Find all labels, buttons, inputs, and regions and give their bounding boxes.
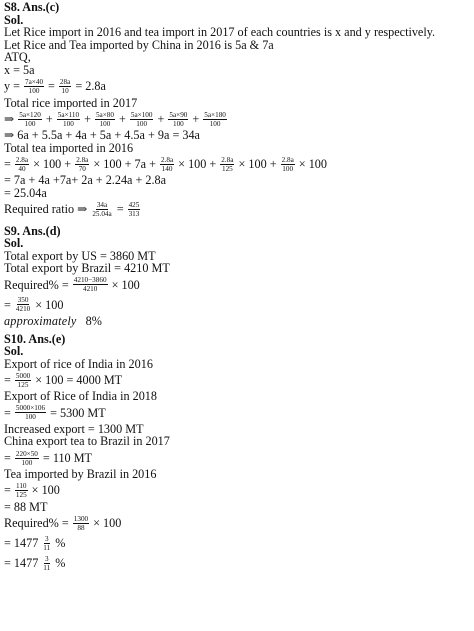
s10-answer-2: = 1477 $\frac{3}{11}$ % [4,554,66,572]
s9-line-1: Total export by US = 3860 MT [4,248,156,263]
s10-line-6: = 88 MT [4,499,48,514]
s9-heading: S9. Ans.(d) [4,223,61,238]
s9-calc-line: = $\frac{350}{4210}$ × 100 [4,296,64,314]
s9-sol-label: Sol. [4,236,24,251]
s10-line-5: Tea imported by Brazil in 2016 [4,467,157,482]
fraction: $\frac{5a\times 100}{100}$ [130,110,153,128]
s8-tea-sum-expression: = $\frac{2.8a}{40}$ × 100 + $\frac{2.8a}{70}$ × 100 + 7a + $\frac{2.8a}{140}$ × 100 + $\frac{2.8a}{125}$ × 100 + $\frac{2.8a}{100}$ × 100 [4,155,327,173]
fraction: $\frac{5a\times 180}{100}$ [204,110,226,128]
s10-required-percent: Required% = $\frac{1300}{88}$ × 100 [4,514,122,532]
fraction: $\frac{5000}{125}$ [15,371,31,389]
s10-calc-4: = $\frac{110}{125}$ × 100 [4,482,60,500]
s8-para-2: Let Rice and Tea imported by China in 2016 is 5a & 7a [4,37,274,52]
s8-required-ratio: Required ratio ⇒ $\frac{34a}{25.04a}$ = $\frac{425}{313}$ [4,201,140,219]
fraction: $\frac{34a}{25.04a}$ [92,201,112,219]
fraction: $\frac{2.8a}{100}$ [281,155,294,173]
s10-sol-label: Sol. [4,344,24,359]
s8-x-equation: x = 5a [4,62,35,77]
y-lhs: y = [4,79,21,94]
s10-line-2: Export of Rice of India in 2018 [4,389,157,404]
s10-heading: S10. Ans.(e) [4,331,66,346]
fraction: $\frac{425}{313}$ [128,201,140,219]
fraction: $\frac{5a\times 90}{100}$ [169,110,188,128]
fraction: $\frac{3}{11}$ [43,554,51,572]
s10-calc-2: = $\frac{5000\times 106}{100}$ = 5300 MT [4,404,106,422]
fraction: $\frac{5a\times 110}{100}$ [57,110,80,128]
fraction: $\frac{1300}{88}$ [73,514,89,532]
s9-line-2: Total export by Brazil = 4210 MT [4,261,170,276]
fraction: $\frac{2.8a}{40}$ [15,155,29,173]
s8-atq: ATQ, [4,50,31,65]
s10-increased-export: Increased export = 1300 MT [4,421,144,436]
approximately-text: approximately [4,313,77,328]
fraction: $\frac{350}{4210}$ [15,296,31,314]
fraction: $\frac{5000\times 106}{100}$ [15,404,46,422]
fraction: $\frac{5a\times 120}{100}$ [19,110,41,128]
fraction: $\frac{28a}{10}$ [59,78,71,96]
s8-y-equation: y = $\frac{7a\times 40}{100}$ = $\frac{28a}{10}$ = 2.8a [4,78,106,96]
fraction: $\frac{7a\times 40}{100}$ [25,78,44,96]
s9-required-percent: Required% = $\frac{4210-3860}{4210}$ × 100 [4,276,140,294]
s9-approx-line [4,315,468,328]
fraction: $\frac{4210-3860}{4210}$ [73,276,107,294]
s8-rice-sum-expression: ⇒ $\frac{5a\times 120}{100}$ + $\frac{5a\times 110}{100}$ + $\frac{5a\times 80}{100}$ + $\frac{5a\times 100}{100}$ + $\frac{5a\times 90}{100}$ + $\frac{5a\times 180}{100}$ [4,110,226,128]
s8-tea-sum-line: = 7a + 4a +7a+ 2a + 2.24a + 2.8a [4,173,167,188]
fraction: $\frac{5a\times 80}{100}$ [95,110,114,128]
fraction: $\frac{3}{11}$ [43,534,51,552]
s10-calc-3: = $\frac{220\times 50}{100}$ = 110 MT [4,449,92,467]
s8-heading: S8. Ans.(c) [4,0,60,14]
s8-para-1: Let Rice import in 2016 and tea import in 2017 of each countries is x and y respectively. [4,25,436,40]
fraction: $\frac{220\times 50}{100}$ [15,449,38,467]
s8-sol-label: Sol. [4,12,24,27]
s8-total-tea-label: Total tea imported in 2016 [4,140,134,155]
fraction: $\frac{2.8a}{125}$ [221,155,234,173]
s8-rice-sum-result: ⇒ 6a + 5.5a + 4a + 5a + 4.5a + 9a = 34a [4,128,200,143]
s10-line-4: China export tea to Brazil in 2017 [4,434,170,449]
s10-line-1: Export of rice of India in 2016 [4,356,153,371]
fraction: $\frac{2.8a}{140}$ [160,155,174,173]
s8-total-rice-label: Total rice imported in 2017 [4,95,138,110]
s10-calc-1: = $\frac{5000}{125}$ × 100 = 4000 MT [4,371,123,389]
fraction: $\frac{2.8a}{70}$ [76,155,89,173]
approx-value: 8% [85,313,102,328]
fraction: $\frac{110}{125}$ [15,482,27,500]
s10-answer-1: = 1477 $\frac{3}{11}$ % [4,534,66,552]
s8-tea-result: = 25.04a [4,185,47,200]
